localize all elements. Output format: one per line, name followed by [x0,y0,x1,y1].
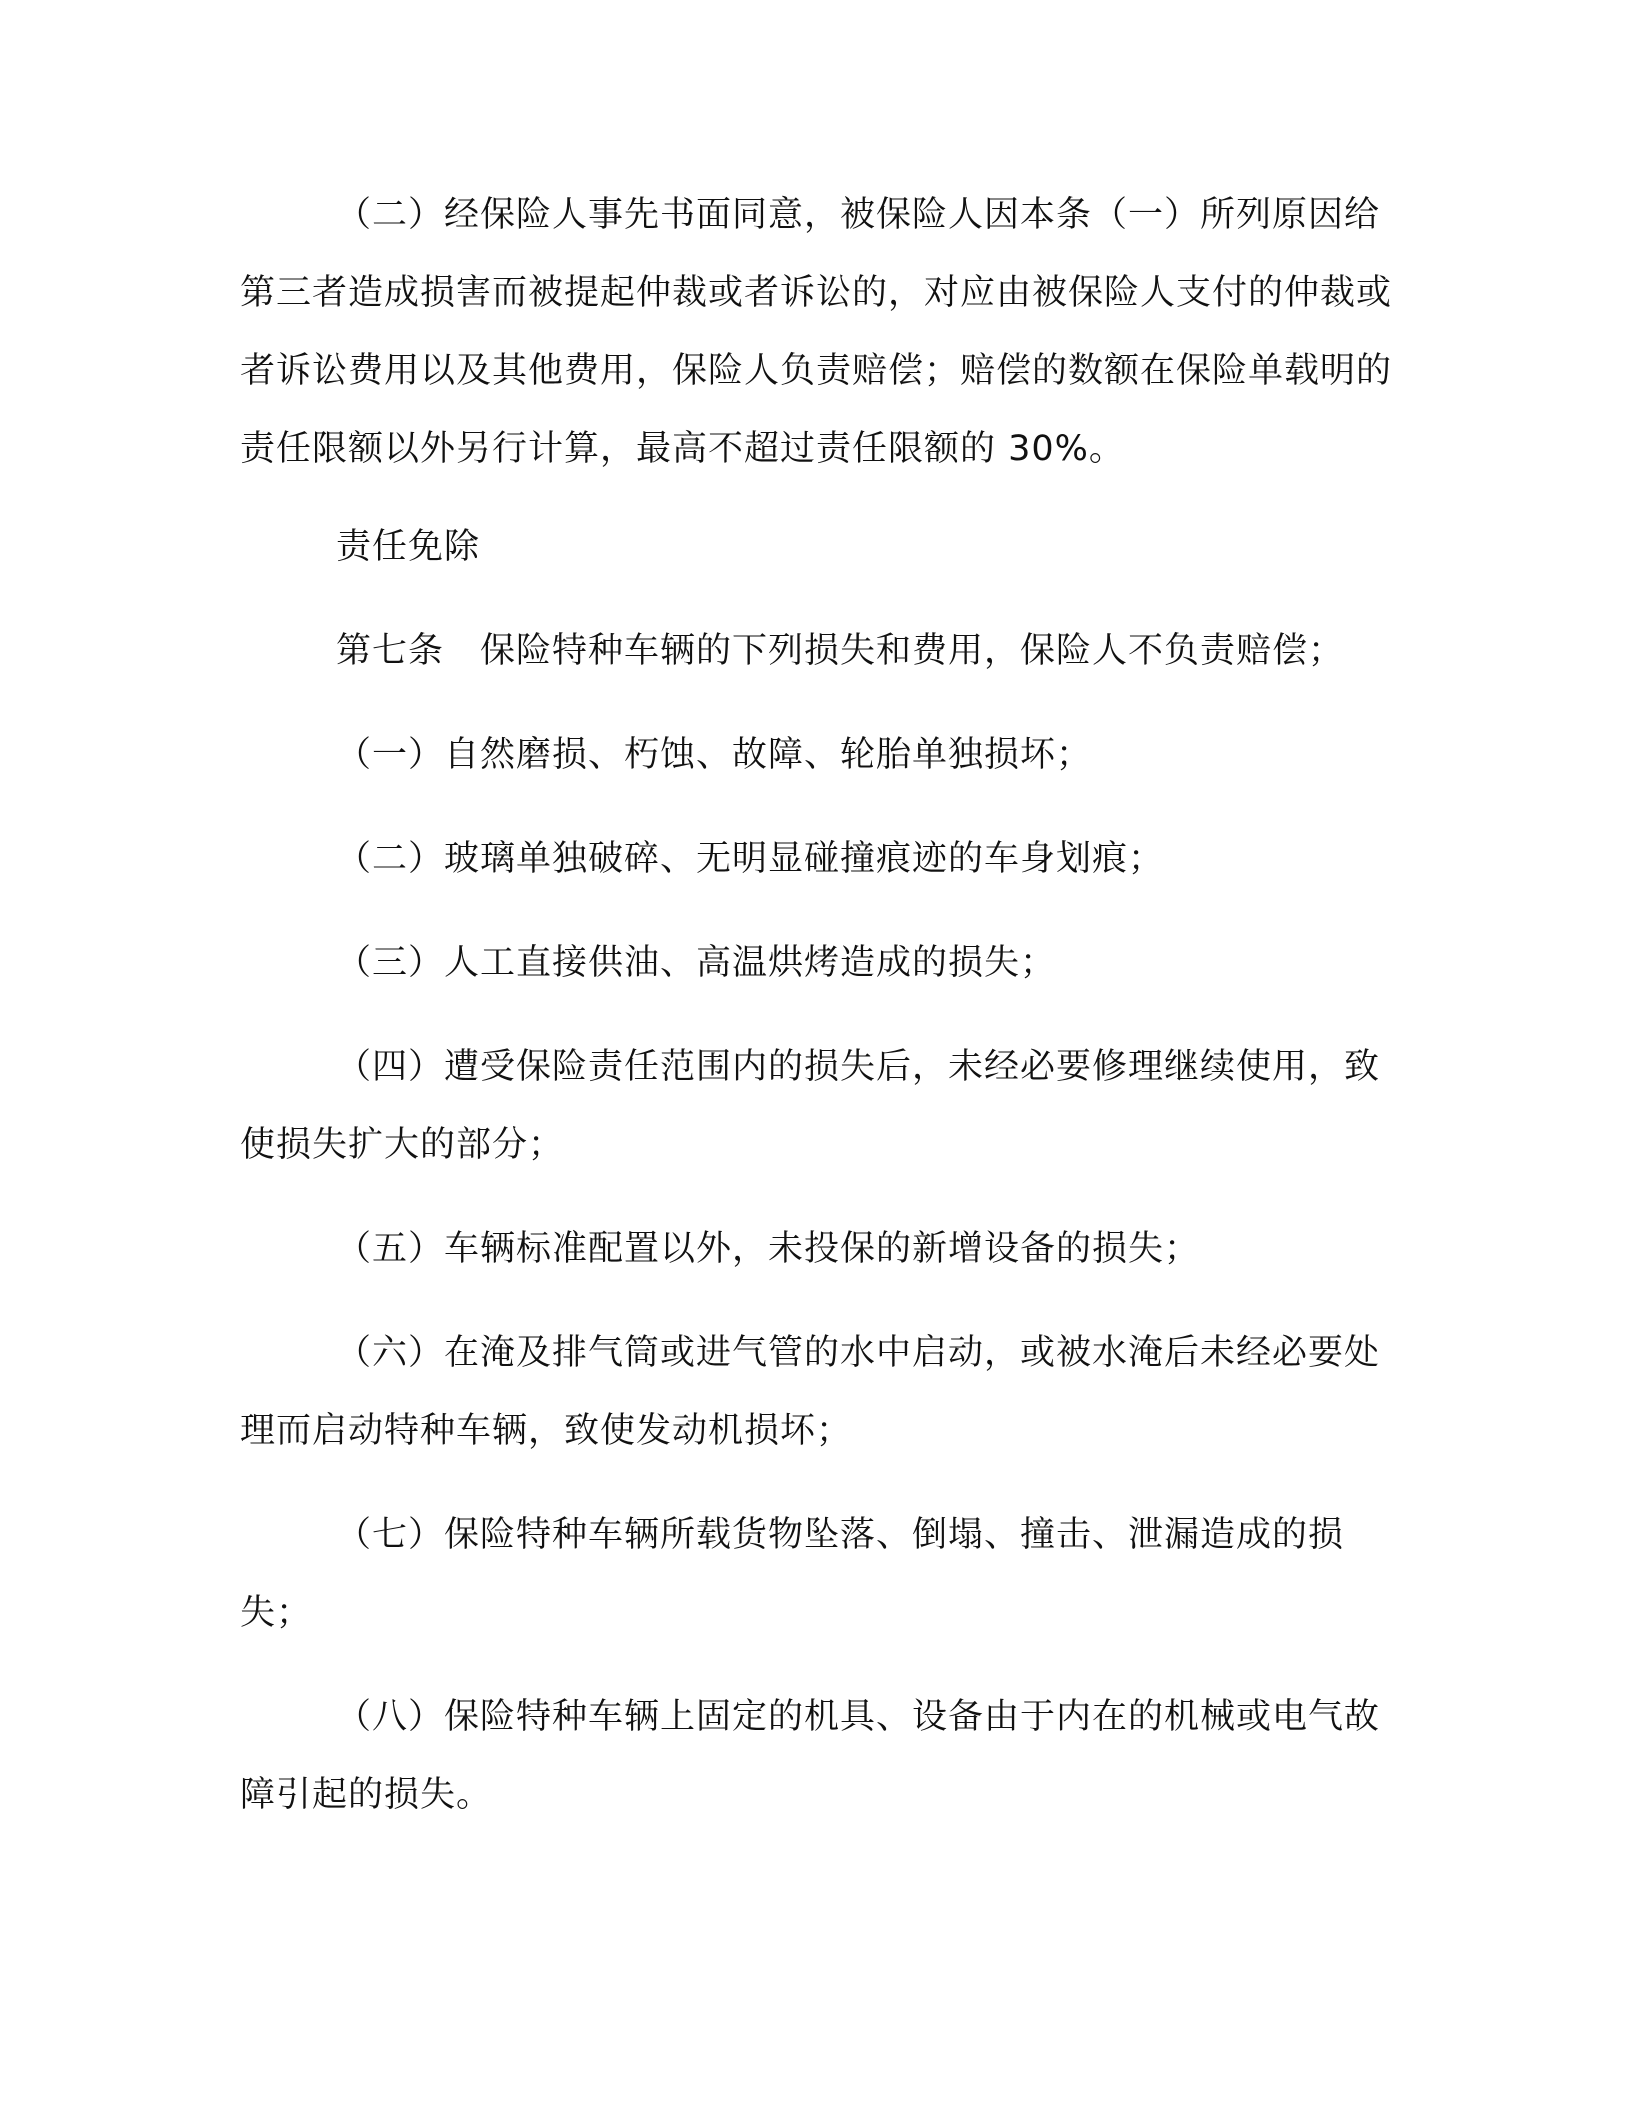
list-item: （二）玻璃单独破碎、无明显碰撞痕迹的车身划痕； [336,839,1165,879]
list-item: （一）自然磨损、朽蚀、故障、轮胎单独损坏； [336,735,1093,775]
article-7-heading: 第七条 保险特种车辆的下列损失和费用，保险人不负责赔偿； [336,631,1345,671]
section-title: 责任免除 [336,527,481,567]
list-item: （八）保险特种车辆上固定的机具、设备由于内在的机械或电气故障引起的损失。 [240,1697,1381,1815]
list-item: （五）车辆标准配置以外，未投保的新增设备的损失； [336,1229,1201,1269]
list-item: （七）保险特种车辆所载货物坠落、倒塌、撞击、泄漏造成的损失； [240,1515,1345,1633]
paragraph-clause-2: （二）经保险人事先书面同意，被保险人因本条（一）所列原因给第三者造成损害而被提起仲裁或者诉讼的，对应由被保险人支付的仲裁或者诉讼费用以及其他费用，保险人负责赔偿；赔偿的数额在保险单载明的责任限额以外另行计算，最高不超过责任限额的 30%。 [240,195,1393,469]
list-item: （三）人工直接供油、高温烘烤造成的损失； [336,943,1057,983]
list-item: （六）在淹及排气筒或进气管的水中启动，或被水淹后未经必要处理而启动特种车辆，致使发动机损坏； [240,1333,1381,1451]
list-item: （四）遭受保险责任范围内的损失后，未经必要修理继续使用，致使损失扩大的部分； [240,1047,1381,1165]
